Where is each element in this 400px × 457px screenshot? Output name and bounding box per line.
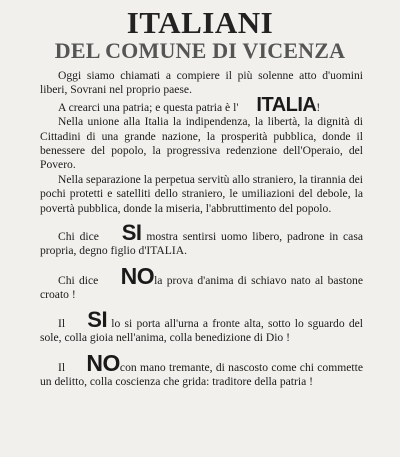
poster-body xyxy=(40,69,363,389)
spacer xyxy=(40,216,363,226)
paragraph-7-lead: Il xyxy=(58,360,66,374)
no-word-2: NO xyxy=(86,349,120,376)
paragraph-5 xyxy=(40,262,363,303)
paragraph-5-tail: la prova d'anima di schiavo nato al bastone croato ! xyxy=(40,273,363,302)
paragraph-1b-lead: A crearci una patria; e questa patria è l' xyxy=(58,100,239,114)
paragraph-7 xyxy=(40,349,364,390)
paragraph-1b xyxy=(40,93,363,116)
paragraph-4 xyxy=(40,220,363,259)
si-word-2: SI xyxy=(87,306,108,332)
paragraph-4-tail: mostra sentirsi uomo libero, padrone in casa propria, degno figlio d'ITALIA. xyxy=(40,230,363,258)
paragraph-2: Nella unione alla Italia la indipendenza, la libertà, la dignità di Cittadini di una grande nazione, la prosperità pubblica, donde il benessere del popolo, la progressiva redenzione dell'Operaio, del Povero. xyxy=(40,115,363,172)
paragraph-6 xyxy=(40,306,363,346)
paragraph-6-lead: Il xyxy=(58,316,66,330)
paragraph-7-tail: con mano tremante, di nascosto come chi commette un delitto, colla coscienza che grida: traditore della patria ! xyxy=(40,360,364,388)
paragraph-4-lead: Chi dice xyxy=(58,230,99,244)
spacer xyxy=(40,259,363,269)
paragraph-6-tail: lo si porta all'urna a fronte alta, sotto lo sguardo del sole, colla gioia nell'anima, colla benedizione di Dio ! xyxy=(40,316,363,345)
paragraph-5-lead: Chi dice xyxy=(58,273,99,287)
paragraph-1b-tail: ! xyxy=(316,100,321,114)
italia-word: ITALIA xyxy=(256,93,317,116)
poster-title: ITALIANI xyxy=(126,5,274,40)
no-word: NO xyxy=(120,262,155,289)
paragraph-1a: Oggi siamo chiamati a compiere il più solenne atto d'uomini liberi, Sovrani nel proprio paese. xyxy=(40,69,363,97)
si-word: SI xyxy=(121,220,142,246)
poster-subtitle: DEL COMUNE DI VICENZA xyxy=(54,38,346,63)
paragraph-3: Nella separazione la perpetua servitù allo straniero, la tirannia dei pochi protetti e satelliti dello straniero, le umiliazioni del debole, la povertà pubblica, donde la miseria, l'abbruttimento del popolo. xyxy=(40,172,363,215)
